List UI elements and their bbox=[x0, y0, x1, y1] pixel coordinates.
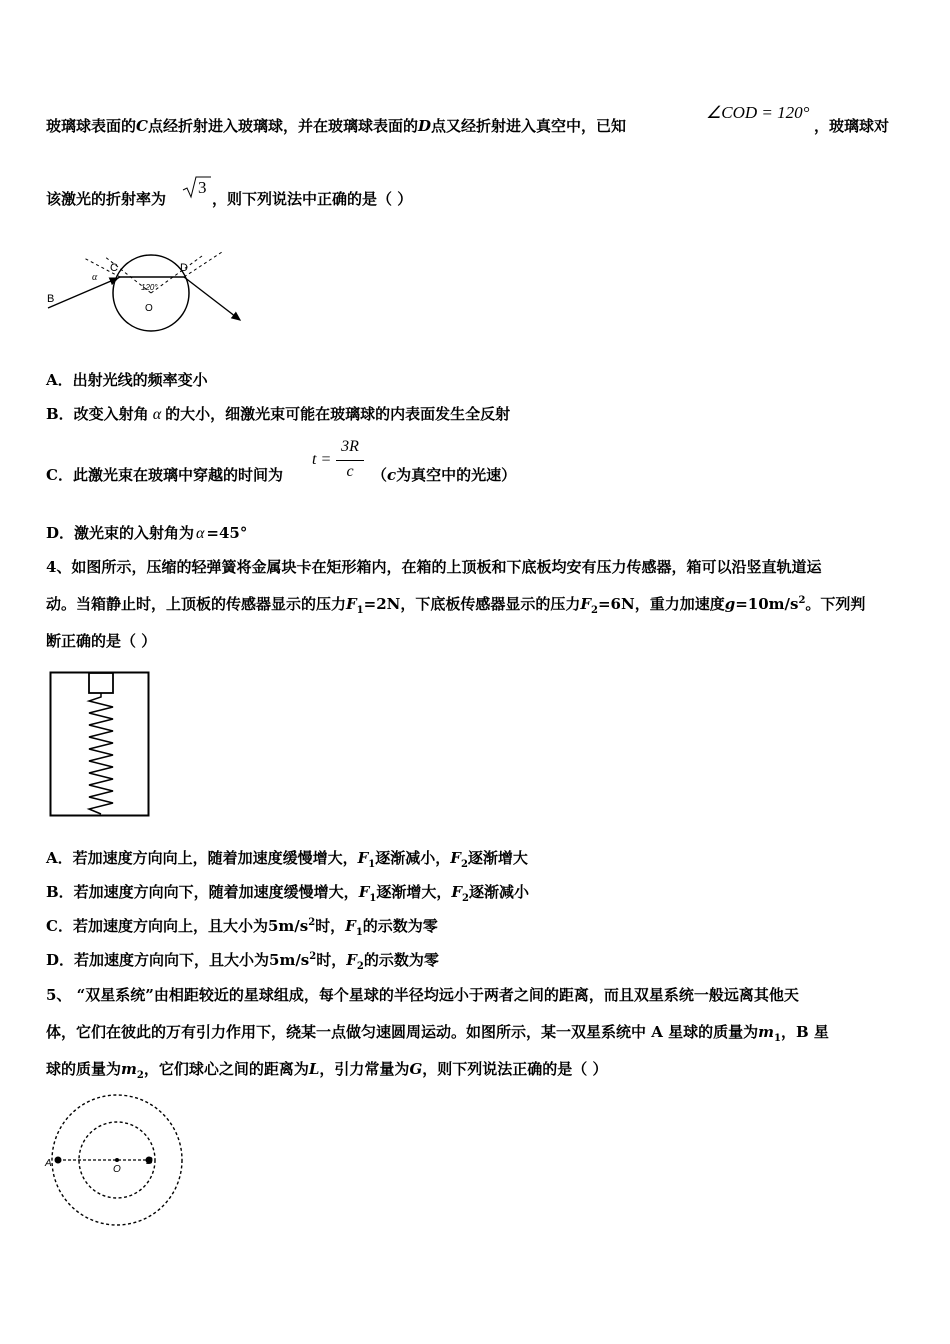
fig-label-a: A bbox=[45, 1158, 52, 1169]
q3-option-a: A．出射光线的频率变小 bbox=[46, 371, 208, 389]
q3-option-c-post: （c为真空中的光速） bbox=[372, 466, 517, 484]
q4-option-a: A．若加速度方向向上，随着加速度缓慢增大，$F_1$逐渐减小，$F_2$逐渐增大 bbox=[46, 849, 528, 870]
fraction-bar bbox=[336, 460, 364, 461]
fig-label-o5: O bbox=[113, 1164, 121, 1175]
q3-line1: 玻璃球表面的C点经折射进入玻璃球，并在玻璃球表面的D点又经折射进入真空中，已知 bbox=[46, 117, 627, 135]
spring-box-figure bbox=[49, 671, 153, 819]
fig-label-angle: 120° bbox=[141, 283, 158, 292]
fig-label-alpha: α bbox=[92, 272, 98, 283]
q3-option-b: B．改变入射角 α 的大小，细激光束可能在玻璃球的内表面发生全反射 bbox=[46, 405, 511, 423]
q3-line1-end: ，玻璃球对 bbox=[814, 117, 890, 135]
fig-label-b: B bbox=[47, 293, 55, 305]
center-o bbox=[115, 1158, 119, 1162]
q5-line3: 球的质量为$m_2$，它们球心之间的距离为L，引力常量为G，则下列说法正确的是（ ） bbox=[46, 1060, 608, 1081]
time-expression-t: t = bbox=[312, 451, 332, 468]
q4-option-d: D．若加速度方向向下，且大小为$5m/s^2$时，$F_2$的示数为零 bbox=[46, 951, 439, 972]
q3-line2: 该激光的折射率为 bbox=[46, 190, 167, 208]
star-a bbox=[55, 1157, 62, 1164]
sqrt-3: 3 bbox=[182, 174, 212, 200]
q5-line2: 体，它们在彼此的万有引力作用下，绕某一点做匀速圆周运动。如图所示，某一双星系统中 A 星球的质量为$m_1$，B 星 bbox=[46, 1023, 829, 1044]
q3-option-c-pre: C．此激光束在玻璃中穿越的时间为 bbox=[46, 466, 283, 484]
q3-line2-end: ，则下列说法中正确的是（ ） bbox=[212, 190, 413, 208]
q5-line1: 5、 “双星系统”由相距较近的星球组成，每个星球的半径均远小于两者之间的距离，而且双星系统一般远离其他天 bbox=[46, 986, 799, 1004]
time-denominator: c bbox=[346, 463, 354, 480]
glass-sphere-figure bbox=[44, 238, 244, 348]
q4-line1: 4、如图所示，压缩的轻弹簧将金属块卡在矩形箱内，在箱的上顶板和下底板均安有压力传感器，箱可以沿竖直轨道运 bbox=[46, 558, 822, 576]
fig-label-d: D bbox=[180, 262, 188, 274]
q4-option-b: B．若加速度方向向下，随着加速度缓慢增大，$F_1$逐渐增大，$F_2$逐渐减小 bbox=[46, 883, 529, 904]
q4-line2: 动。当箱静止时，上顶板的传感器显示的压力$F_1=2N$，下底板传感器显示的压力$F_2=6N$，重力加速度$g=10m/s^2$。下列判 bbox=[46, 595, 866, 616]
fig-label-c: C bbox=[110, 262, 118, 274]
binary-star-figure bbox=[42, 1092, 192, 1232]
q4-option-c: C．若加速度方向向上，且大小为$5m/s^2$时，$F_1$的示数为零 bbox=[46, 917, 438, 938]
q4-line3: 断正确的是（ ） bbox=[46, 632, 157, 650]
fig-label-o: O bbox=[145, 303, 153, 314]
angle-cod-expression: ∠COD = 120° bbox=[706, 103, 810, 122]
q3-option-d: D．激光束的入射角为 α =45° bbox=[46, 524, 248, 542]
time-numerator: 3R bbox=[341, 438, 359, 455]
fig-label-b5: B bbox=[146, 1156, 153, 1167]
